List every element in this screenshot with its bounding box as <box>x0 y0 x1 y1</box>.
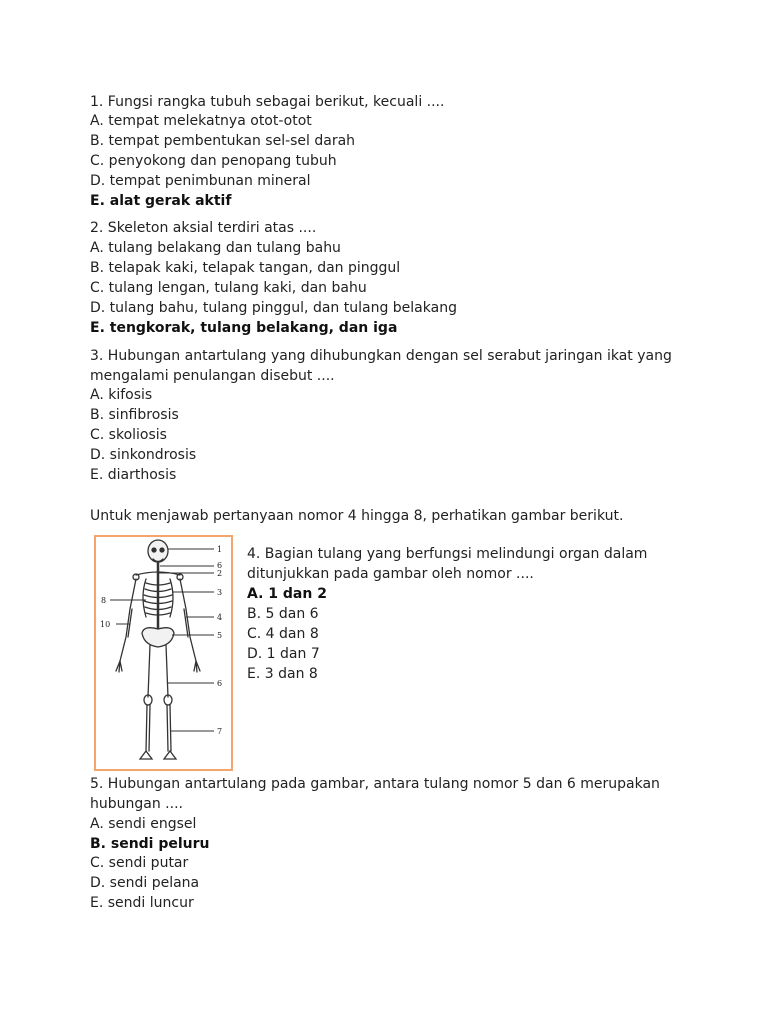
q3-option-b: B. sinfibrosis <box>90 407 179 423</box>
question-4-text-line2: ditunjukkan pada gambar oleh nomor .... <box>247 566 534 582</box>
q5-option-a: A. sendi engsel <box>90 816 197 832</box>
skeleton-illustration <box>96 537 231 769</box>
q4-option-b: B. 5 dan 6 <box>247 606 319 622</box>
q1-option-c: C. penyokong dan penopang tubuh <box>90 153 337 169</box>
figure-label-2: 2 <box>217 569 223 578</box>
q3-option-a: A. kifosis <box>90 387 153 403</box>
q5-option-c: C. sendi putar <box>90 855 189 871</box>
figure-label-10: 10 <box>100 620 111 629</box>
q3-option-e: E. diarthosis <box>90 467 177 483</box>
q2-option-e-answer: E. tengkorak, tulang belakang, dan iga <box>90 320 398 336</box>
q5-option-b-answer: B. sendi peluru <box>90 836 210 852</box>
q2-option-d: D. tulang bahu, tulang pinggul, dan tulang belakang <box>90 300 457 316</box>
q4-option-d: D. 1 dan 7 <box>247 646 320 662</box>
figure-label-8: 8 <box>101 596 107 605</box>
q5-option-d: D. sendi pelana <box>90 875 200 891</box>
question-5-text-line2: hubungan .... <box>90 796 183 812</box>
figure-label-3: 3 <box>217 588 223 597</box>
question-4-text-line1: 4. Bagian tulang yang berfungsi melindungi organ dalam <box>247 546 648 562</box>
q4-option-e: E. 3 dan 8 <box>247 666 318 682</box>
question-1-text: 1. Fungsi rangka tubuh sebagai berikut, kecuali .... <box>90 94 445 110</box>
figure-label-4: 4 <box>217 613 223 622</box>
figure-label-5: 5 <box>217 631 223 640</box>
q4-option-c: C. 4 dan 8 <box>247 626 319 642</box>
q1-option-b: B. tempat pembentukan sel-sel darah <box>90 133 356 149</box>
skeleton-figure <box>94 535 233 771</box>
instruction-text: Untuk menjawab pertanyaan nomor 4 hingga 8, perhatikan gambar berikut. <box>90 508 624 524</box>
q5-option-e: E. sendi luncur <box>90 895 194 911</box>
q4-option-a-answer: A. 1 dan 2 <box>247 586 327 602</box>
figure-label-1: 1 <box>217 545 223 554</box>
q1-option-d: D. tempat penimbunan mineral <box>90 173 311 189</box>
q3-option-c: C. skoliosis <box>90 427 167 443</box>
q3-option-d: D. sinkondrosis <box>90 447 197 463</box>
figure-label-6: 6 <box>217 679 223 688</box>
q1-option-e-answer: E. alat gerak aktif <box>90 193 232 209</box>
question-2-text: 2. Skeleton aksial terdiri atas .... <box>90 220 317 236</box>
question-3-text-line2: mengalami penulangan disebut .... <box>90 368 335 384</box>
figure-label-6-upper: 6 <box>217 561 223 570</box>
q2-option-a: A. tulang belakang dan tulang bahu <box>90 240 341 256</box>
q1-option-a: A. tempat melekatnya otot-otot <box>90 113 312 129</box>
figure-label-7: 7 <box>217 727 223 736</box>
question-5-text-line1: 5. Hubungan antartulang pada gambar, antara tulang nomor 5 dan 6 merupakan <box>90 776 660 792</box>
q2-option-c: C. tulang lengan, tulang kaki, dan bahu <box>90 280 367 296</box>
question-3-text-line1: 3. Hubungan antartulang yang dihubungkan dengan sel serabut jaringan ikat yang <box>90 348 672 364</box>
q2-option-b: B. telapak kaki, telapak tangan, dan pinggul <box>90 260 401 276</box>
